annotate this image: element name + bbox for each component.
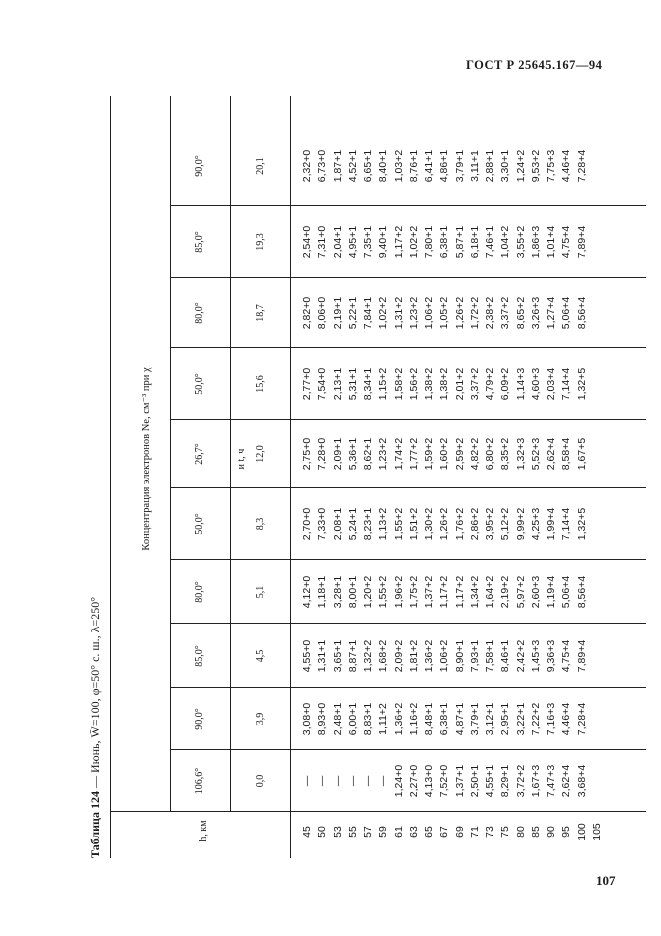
table-cell: 8,34+1 bbox=[362, 367, 374, 401]
table-cell: 9,53+2 bbox=[529, 149, 542, 183]
table-cell: 6,00+1 bbox=[346, 702, 359, 736]
value-column bbox=[300, 560, 605, 624]
table-cell: 5,87+1 bbox=[453, 225, 466, 259]
table-cell: 4,86+1 bbox=[438, 149, 451, 183]
h-cell: 95 bbox=[560, 826, 573, 838]
h-cell: 55 bbox=[346, 826, 359, 838]
table-cell: 2,82+0 bbox=[301, 296, 313, 330]
table-cell: 1,99+4 bbox=[545, 507, 557, 541]
table-cell: 7,28+4 bbox=[575, 149, 588, 183]
table-cell: 1,87+1 bbox=[331, 149, 344, 183]
table-cell: 1,23+2 bbox=[377, 437, 390, 471]
table-cell: 3,72+2 bbox=[514, 764, 527, 798]
table-caption bbox=[88, 597, 103, 858]
t-header-cell: 4,5 bbox=[255, 649, 266, 663]
table-cell: 1,55+2 bbox=[377, 575, 390, 609]
t-header-cell: 15,6 bbox=[255, 375, 266, 393]
table-cell: 4,52+1 bbox=[346, 149, 359, 183]
table-cell: 1,16+2 bbox=[407, 702, 420, 736]
table-cell: 8,00+1 bbox=[346, 575, 359, 609]
table-cell: 1,32+3 bbox=[514, 437, 527, 471]
table-cell: 1,37+1 bbox=[453, 764, 466, 798]
chi-header: 80,0° bbox=[194, 302, 205, 324]
table-cell: 4,46+4 bbox=[560, 702, 573, 736]
table-cell: 3,22+1 bbox=[514, 702, 527, 736]
caption-label: Таблица 124 bbox=[88, 791, 102, 858]
table-cell: 4,87+1 bbox=[453, 702, 466, 736]
table-cell: 9,99+2 bbox=[514, 507, 527, 541]
table-cell: 1,11+2 bbox=[377, 703, 390, 735]
table-cell: 1,18+1 bbox=[316, 575, 329, 609]
table-cell bbox=[590, 488, 605, 560]
h-cell: 57 bbox=[362, 826, 374, 838]
table-cell: 1,86+3 bbox=[529, 225, 542, 259]
page-number: 107 bbox=[596, 873, 616, 888]
table-cell: 1,17+2 bbox=[438, 575, 451, 609]
table-cell: 1,26+2 bbox=[438, 507, 451, 541]
table-cell: 4,79+2 bbox=[484, 367, 496, 401]
table-cell: 5,12+2 bbox=[499, 507, 512, 541]
table-cell: 4,95+1 bbox=[346, 225, 359, 259]
t-header-cell: 12,0 bbox=[255, 445, 266, 463]
table-cell: 3,37+2 bbox=[468, 367, 481, 401]
table-cell: 7,80+1 bbox=[423, 225, 435, 259]
table-cell: 4,25+3 bbox=[529, 507, 542, 541]
table-cell: 6,65+1 bbox=[362, 149, 374, 183]
table-cell: 1,27+4 bbox=[545, 296, 557, 330]
table-cell: 7,35+1 bbox=[362, 225, 374, 259]
table-cell bbox=[590, 420, 605, 488]
table-cell: 5,52+3 bbox=[529, 437, 542, 471]
table-cell: 1,17+2 bbox=[392, 225, 405, 259]
t-header-cell: 5,1 bbox=[255, 585, 266, 599]
table-cell: 3,28+1 bbox=[331, 575, 344, 609]
table-cell: 3,37+2 bbox=[499, 296, 512, 330]
table-cell: 2,19+1 bbox=[331, 296, 344, 330]
table-cell bbox=[590, 206, 605, 278]
table-cell: 7,33+0 bbox=[316, 507, 329, 541]
t-header-cell: 0,0 bbox=[255, 774, 266, 788]
h-cell: 67 bbox=[438, 826, 451, 838]
table-cell: 1,51+2 bbox=[407, 507, 420, 541]
h-cell: 100 bbox=[575, 823, 588, 841]
table-cell: 1,15+2 bbox=[377, 367, 390, 401]
h-cell: 105 bbox=[590, 823, 603, 841]
table-cell: 2,09+1 bbox=[331, 437, 344, 471]
table-cell: 1,26+2 bbox=[453, 296, 466, 330]
table-cell: 3,11+1 bbox=[468, 150, 481, 182]
table-cell: 2,70+0 bbox=[301, 507, 313, 541]
table-cell: 8,56+4 bbox=[575, 296, 588, 330]
rule-top bbox=[110, 96, 111, 858]
h-cell: 73 bbox=[484, 826, 496, 838]
h-cell: 63 bbox=[407, 826, 420, 838]
table-cell: 2,38+2 bbox=[484, 296, 496, 330]
table-cell: 7,52+0 bbox=[438, 764, 451, 798]
chi-header: 85,0° bbox=[194, 645, 205, 667]
table-cell: 4,46+4 bbox=[560, 149, 573, 183]
table-cell: 2,59+2 bbox=[453, 437, 466, 471]
table-cell: 1,59+2 bbox=[423, 437, 435, 471]
chi-header: 90,0° bbox=[194, 708, 205, 730]
table-cell: 2,01+2 bbox=[453, 367, 466, 401]
table-cell: 8,76+1 bbox=[407, 149, 420, 183]
table-cell: 2,19+2 bbox=[499, 575, 512, 609]
table-cell: 7,89+4 bbox=[575, 639, 588, 673]
h-header: h, км bbox=[198, 820, 209, 842]
value-column bbox=[300, 750, 605, 812]
table-cell: 1,31+2 bbox=[392, 296, 405, 330]
table-cell: 4,55+1 bbox=[484, 764, 496, 798]
table-cell bbox=[590, 688, 605, 750]
h-cell: 80 bbox=[514, 826, 527, 838]
table-cell: 4,55+0 bbox=[301, 639, 313, 673]
table-cell: 7,14+4 bbox=[560, 507, 573, 541]
table-cell: 1,45+3 bbox=[529, 639, 542, 673]
table-cell: 7,28+4 bbox=[575, 702, 588, 736]
table-cell: — bbox=[377, 775, 390, 787]
table-cell: 1,32+5 bbox=[575, 367, 588, 401]
chi-header: 106,6° bbox=[194, 767, 205, 795]
table-cell: 1,02+2 bbox=[407, 225, 420, 259]
table-cell: 7,46+1 bbox=[484, 225, 496, 259]
table-cell: 1,55+2 bbox=[392, 507, 405, 541]
table-cell: 1,24+2 bbox=[514, 149, 527, 183]
table-cell: 1,74+2 bbox=[392, 437, 405, 471]
table-cell: 2,86+2 bbox=[468, 507, 481, 541]
h-cell: 59 bbox=[377, 826, 390, 838]
value-column bbox=[300, 206, 605, 278]
table-cell: 7,22+2 bbox=[529, 702, 542, 736]
h-cell: 85 bbox=[529, 826, 542, 838]
chi-header: 50,0° bbox=[194, 373, 205, 395]
table-cell: 2,48+1 bbox=[331, 702, 344, 736]
table-cell: 5,31+1 bbox=[346, 367, 359, 401]
t-header-cell: 18,7 bbox=[255, 304, 266, 322]
table-cell: 8,90+1 bbox=[453, 639, 466, 673]
table-cell bbox=[590, 348, 605, 420]
table-cell: 7,84+1 bbox=[362, 296, 374, 330]
table-cell: 1,37+2 bbox=[423, 575, 435, 609]
table-cell: 2,27+0 bbox=[407, 764, 420, 798]
table-cell bbox=[590, 278, 605, 348]
h-cell: 53 bbox=[331, 826, 344, 838]
t-header-cell: 3,9 bbox=[255, 712, 266, 726]
electron-density-table bbox=[110, 96, 646, 858]
table-cell: 1,34+2 bbox=[468, 575, 481, 609]
table-cell: 8,58+4 bbox=[560, 437, 573, 471]
table-cell: 2,62+4 bbox=[560, 764, 573, 798]
value-column bbox=[300, 488, 605, 560]
table-cell: 1,19+4 bbox=[545, 575, 557, 609]
h-cell: 71 bbox=[468, 826, 481, 838]
table-cell: 3,12+1 bbox=[484, 702, 496, 736]
table-cell: 1,67+5 bbox=[575, 437, 588, 471]
rule-group bbox=[170, 96, 171, 812]
table-cell: 7,14+4 bbox=[560, 367, 573, 401]
table-cell: 1,13+2 bbox=[377, 507, 390, 541]
table-cell: 6,73+0 bbox=[316, 149, 329, 183]
table-cell: 1,06+2 bbox=[423, 296, 435, 330]
table-cell: 3,26+3 bbox=[529, 296, 542, 330]
table-cell: 7,93+1 bbox=[468, 639, 481, 673]
value-column bbox=[300, 348, 605, 420]
table-cell: 8,48+1 bbox=[423, 702, 435, 736]
chi-header: 26,7° bbox=[194, 443, 205, 465]
table-cell: 2,04+1 bbox=[331, 225, 344, 259]
chi-header: 85,0° bbox=[194, 231, 205, 253]
caption-text: — Июнь, W̄=100, φ=50° с. ш., λ=250° bbox=[88, 596, 102, 792]
table-cell: — bbox=[346, 775, 359, 787]
chi-header: 50,0° bbox=[194, 513, 205, 535]
table-cell: 7,54+0 bbox=[316, 367, 329, 401]
table-cell: 8,93+0 bbox=[316, 702, 329, 736]
table-cell: 1,03+2 bbox=[392, 149, 405, 183]
table-cell: 1,06+2 bbox=[438, 639, 451, 673]
h-cell: 75 bbox=[499, 826, 512, 838]
table-cell: 4,82+2 bbox=[468, 437, 481, 471]
table-cell: 2,13+1 bbox=[331, 367, 344, 401]
table-cell bbox=[590, 624, 605, 688]
table-cell: 1,72+2 bbox=[468, 296, 481, 330]
table-cell: 2,62+4 bbox=[545, 437, 557, 471]
table-cell: 1,76+2 bbox=[453, 507, 466, 541]
table-cell: 2,42+2 bbox=[514, 639, 527, 673]
t-header: и t, ч bbox=[236, 448, 247, 470]
table-cell: 2,54+0 bbox=[301, 225, 313, 259]
table-cell: 5,06+4 bbox=[560, 575, 573, 609]
table-cell: 2,75+0 bbox=[301, 437, 313, 471]
table-cell: 8,62+1 bbox=[362, 437, 374, 471]
t-header-cell: 19,3 bbox=[255, 233, 266, 251]
table-cell: 1,38+2 bbox=[423, 367, 435, 401]
table-cell: — bbox=[362, 775, 374, 787]
table-cell: 8,40+1 bbox=[377, 149, 390, 183]
table-cell: 8,87+1 bbox=[346, 639, 359, 673]
table-cell: 6,38+1 bbox=[438, 702, 451, 736]
table-cell: 1,75+2 bbox=[407, 575, 420, 609]
h-cell: 69 bbox=[453, 826, 466, 838]
table-cell: 1,77+2 bbox=[407, 437, 420, 471]
table-cell: 2,09+2 bbox=[392, 639, 405, 673]
table-cell: 9,40+1 bbox=[377, 225, 390, 259]
table-cell: 3,79+1 bbox=[468, 702, 481, 736]
table-cell: 3,55+2 bbox=[514, 225, 527, 259]
table-cell: 3,68+4 bbox=[575, 764, 588, 798]
t-header-cell: 20,1 bbox=[255, 157, 266, 175]
table-cell: 2,32+0 bbox=[301, 149, 313, 183]
table-cell: 6,41+1 bbox=[423, 149, 435, 183]
value-column bbox=[300, 624, 605, 688]
table-cell: — bbox=[301, 775, 313, 787]
table-cell: 7,28+0 bbox=[316, 437, 329, 471]
table-cell: 8,29+1 bbox=[499, 764, 512, 798]
table-cell: 1,05+2 bbox=[438, 296, 451, 330]
table-cell: 1,20+2 bbox=[362, 575, 374, 609]
standard-number: ГОСТ Р 25645.167—94 bbox=[466, 58, 603, 72]
table-cell: 1,32+5 bbox=[575, 507, 588, 541]
chi-header: 90,0° bbox=[194, 155, 205, 177]
table-cell: 2,03+4 bbox=[545, 367, 557, 401]
table-cell: 4,75+4 bbox=[560, 639, 573, 673]
table-cell: 8,56+4 bbox=[575, 575, 588, 609]
rule-header-bottom bbox=[290, 96, 291, 858]
h-cell: 50 bbox=[316, 826, 329, 838]
table-cell: 2,08+1 bbox=[331, 507, 344, 541]
table-cell: 3,95+2 bbox=[484, 507, 496, 541]
table-cell: 1,24+0 bbox=[392, 764, 405, 798]
table-cell: 7,89+4 bbox=[575, 225, 588, 259]
table-cell: 4,60+3 bbox=[529, 367, 542, 401]
table-cell: 1,30+2 bbox=[423, 507, 435, 541]
table-cell: 1,58+2 bbox=[392, 367, 405, 401]
table-cell: — bbox=[331, 775, 344, 787]
h-cell: 61 bbox=[392, 826, 405, 838]
table-cell: 8,83+1 bbox=[362, 702, 374, 736]
table-cell: 5,24+1 bbox=[346, 507, 359, 541]
table-cell: 1,56+2 bbox=[407, 367, 420, 401]
rule-t bbox=[230, 96, 231, 812]
table-cell: 6,80+2 bbox=[484, 437, 496, 471]
value-column bbox=[300, 420, 605, 488]
table-cell: 8,65+2 bbox=[514, 296, 527, 330]
table-cell: 8,06+0 bbox=[316, 296, 329, 330]
h-cell: 65 bbox=[423, 826, 435, 838]
value-column bbox=[300, 688, 605, 750]
table-cell: 2,88+1 bbox=[484, 149, 496, 183]
table-cell: 8,23+1 bbox=[362, 507, 374, 541]
table-cell: — bbox=[316, 775, 329, 787]
table-cell: 7,31+0 bbox=[316, 225, 329, 259]
table-cell: 5,36+1 bbox=[346, 437, 359, 471]
group-header: Концентрация электронов Ne, см⁻³ при χ bbox=[141, 367, 152, 551]
table-cell bbox=[590, 750, 605, 812]
table-cell: 5,22+1 bbox=[346, 296, 359, 330]
table-cell: 5,97+2 bbox=[514, 575, 527, 609]
table-cell: 3,08+0 bbox=[301, 702, 313, 736]
table-cell: 4,75+4 bbox=[560, 225, 573, 259]
table-cell: 1,17+2 bbox=[453, 575, 466, 609]
table-cell: 2,50+1 bbox=[468, 764, 481, 798]
table-cell: 3,65+1 bbox=[331, 639, 344, 673]
table-cell: 3,30+1 bbox=[499, 149, 512, 183]
table-cell: 3,79+1 bbox=[453, 149, 466, 183]
table-cell: 1,38+2 bbox=[438, 367, 451, 401]
table-cell: 1,31+1 bbox=[316, 639, 329, 673]
table-cell: 6,38+1 bbox=[438, 225, 451, 259]
table-cell: 1,96+2 bbox=[392, 575, 405, 609]
table-cell: 1,01+4 bbox=[545, 225, 557, 259]
table-cell: 7,16+3 bbox=[545, 702, 557, 736]
rotated-table-block bbox=[88, 96, 648, 858]
table-cell: 4,13+0 bbox=[423, 764, 435, 798]
table-cell: 1,67+3 bbox=[529, 764, 542, 798]
table-cell: 1,04+2 bbox=[499, 225, 512, 259]
table-cell: 1,14+3 bbox=[514, 367, 527, 401]
table-cell bbox=[590, 560, 605, 624]
table-cell: 1,32+2 bbox=[362, 639, 374, 673]
table-cell: 8,46+1 bbox=[499, 639, 512, 673]
table-cell: 4,12+0 bbox=[301, 575, 313, 609]
value-column bbox=[300, 126, 605, 206]
table-cell: 1,81+2 bbox=[407, 639, 420, 673]
h-cell: 45 bbox=[301, 826, 313, 838]
table-cell: 1,36+2 bbox=[392, 702, 405, 736]
table-cell: 6,18+1 bbox=[468, 225, 481, 259]
table-cell: 6,09+2 bbox=[499, 367, 512, 401]
value-column bbox=[300, 278, 605, 348]
table-cell: 7,47+3 bbox=[545, 764, 557, 798]
table-cell: 2,95+1 bbox=[499, 702, 512, 736]
table-cell: 9,36+3 bbox=[545, 639, 557, 673]
h-column bbox=[300, 814, 605, 850]
table-cell: 1,36+2 bbox=[423, 639, 435, 673]
table-cell: 2,77+0 bbox=[301, 367, 313, 401]
table-cell: 1,64+2 bbox=[484, 575, 496, 609]
table-cell: 8,35+2 bbox=[499, 437, 512, 471]
table-cell: 1,23+2 bbox=[407, 296, 420, 330]
h-cell: 90 bbox=[545, 826, 557, 838]
table-cell: 2,60+3 bbox=[529, 575, 542, 609]
chi-header: 80,0° bbox=[194, 581, 205, 603]
table-cell: 7,75+3 bbox=[545, 149, 557, 183]
table-cell: 5,06+4 bbox=[560, 296, 573, 330]
table-cell bbox=[590, 126, 605, 206]
table-cell: 1,68+2 bbox=[377, 639, 390, 673]
t-header-cell: 8,3 bbox=[255, 517, 266, 531]
table-cell: 7,58+1 bbox=[484, 639, 496, 673]
table-cell: 1,02+2 bbox=[377, 296, 390, 330]
table-cell: 1,60+2 bbox=[438, 437, 451, 471]
